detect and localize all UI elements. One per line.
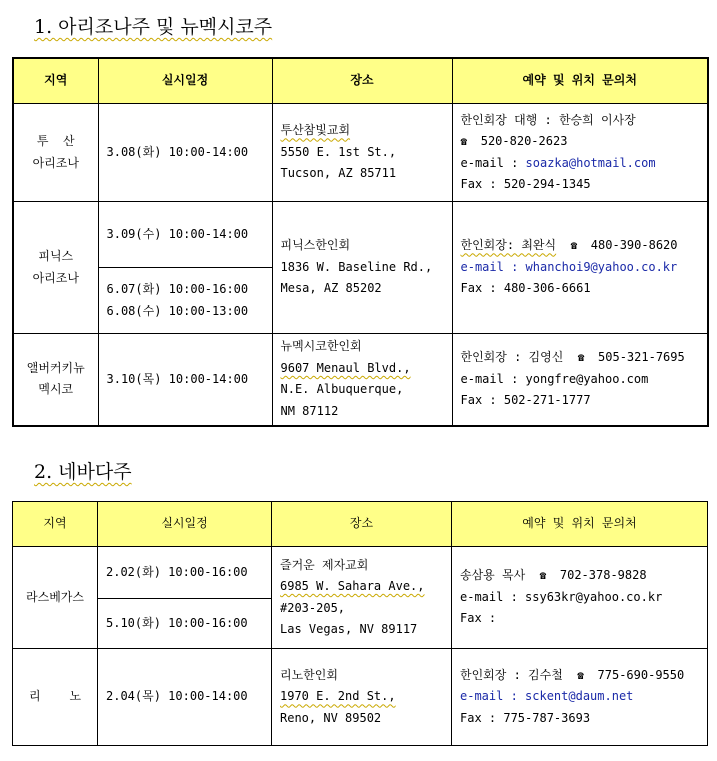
email-link[interactable]: whanchoi9@yahoo.co.kr	[525, 259, 678, 274]
region-cell: 리 노	[13, 649, 98, 746]
table-header-row	[13, 502, 708, 547]
header-contact: 예약 및 위치 문의처	[452, 502, 708, 547]
header-schedule: 실시일정	[98, 502, 272, 547]
schedule-cell: 3.09(수) 10:00-14:00	[98, 202, 272, 268]
region-cell: 앨버커키뉴 멕시코	[13, 334, 98, 426]
schedule-cell: 3.08(화) 10:00-14:00	[98, 104, 272, 202]
venue-cell: 뉴멕시코한인회 9607 Menaul Blvd., N.E. Albuquerque, NM 87112	[272, 334, 452, 426]
table-row	[13, 104, 708, 202]
nevada-table	[12, 501, 708, 746]
email-link[interactable]: yongfre@yahoo.com	[525, 371, 649, 386]
section-1-title: 1. 아리조나주 및 뉴멕시코주	[34, 16, 273, 38]
email-link[interactable]: soazka@hotmail.com	[525, 155, 656, 170]
contact-cell: 한인회장 : 김영신 ☎ 505-321-7695 e-mail : yongfre@yahoo.com Fax : 502-271-1777	[452, 334, 708, 426]
venue-cell: 즐거운 제자교회 6985 W. Sahara Ave., #203-205, Las Vegas, NV 89117	[272, 547, 452, 649]
telephone-icon: ☎	[460, 135, 468, 148]
header-region: 지역	[13, 502, 98, 547]
contact-cell: 송삼용 목사 ☎ 702-378-9828 e-mail : ssy63kr@yahoo.co.kr Fax :	[452, 547, 708, 649]
table-row	[13, 202, 708, 268]
telephone-icon: ☎	[570, 239, 578, 253]
telephone-icon: ☎	[539, 569, 547, 583]
region-cell: 투 산 아리조나	[13, 104, 98, 202]
venue-cell: 리노한인회 1970 E. 2nd St., Reno, NV 89502	[272, 649, 452, 746]
contact-cell: 한인회장 대행 : 한승희 이사장 ☎ 520-820-2623 e-mail : soazka@hotmail.com Fax : 520-294-1345	[452, 104, 708, 202]
contact-cell: 한인회장: 최완식 ☎ 480-390-8620 e-mail : whanchoi9@yahoo.co.kr Fax : 480-306-6661	[452, 202, 708, 334]
schedule-cell: 2.04(목) 10:00-14:00	[98, 649, 272, 746]
table-row	[13, 649, 708, 746]
schedule-cell: 3.10(목) 10:00-14:00	[98, 334, 272, 426]
table-row	[13, 334, 708, 426]
header-venue: 장소	[272, 58, 452, 104]
schedule-cell: 6.07(화) 10:00-16:00 6.08(수) 10:00-13:00	[98, 268, 272, 334]
region-cell: 피닉스 아리조나	[13, 202, 98, 334]
section-2-title: 2. 네바다주	[34, 461, 132, 483]
header-region: 지역	[13, 58, 98, 104]
venue-cell: 투산참빛교회 5550 E. 1st St., Tucson, AZ 85711	[272, 104, 452, 202]
schedule-cell: 5.10(화) 10:00-16:00	[98, 599, 272, 649]
contact-cell: 한인회장 : 김수철 ☎ 775-690-9550 e-mail : sckent@daum.net Fax : 775-787-3693	[452, 649, 708, 746]
telephone-icon: ☎	[577, 351, 585, 364]
table-row	[13, 547, 708, 599]
header-contact: 예약 및 위치 문의처	[452, 58, 708, 104]
header-venue: 장소	[272, 502, 452, 547]
arizona-newmexico-table	[12, 57, 709, 427]
table-header-row	[13, 58, 708, 104]
schedule-cell: 2.02(화) 10:00-16:00	[98, 547, 272, 599]
email-link[interactable]: ssy63kr@yahoo.co.kr	[525, 589, 663, 604]
region-cell: 라스베가스	[13, 547, 98, 649]
telephone-icon: ☎	[577, 668, 584, 682]
email-link[interactable]: sckent@daum.net	[525, 689, 634, 704]
header-schedule: 실시일정	[98, 58, 272, 104]
venue-cell: 피닉스한인회 1836 W. Baseline Rd., Mesa, AZ 85202	[272, 202, 452, 334]
